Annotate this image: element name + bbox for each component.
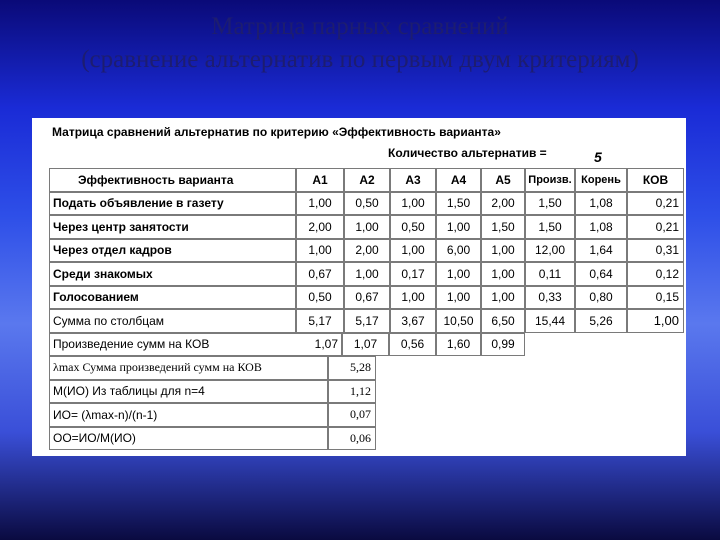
row-label: Среди знакомых — [49, 262, 296, 286]
row-label: Через отдел кадров — [49, 239, 296, 263]
header-col: Корень — [575, 168, 627, 192]
value-cell: 1,50 — [525, 192, 575, 216]
value-cell: 0,33 — [525, 286, 575, 310]
value-cell: 0,17 — [390, 262, 436, 286]
value-cell: 1,00 — [296, 192, 344, 216]
sum-cell: 1,00 — [627, 309, 684, 333]
value-cell: 0,12 — [627, 262, 684, 286]
stat-value: 0,06 — [328, 427, 376, 451]
header-criterion: Эффективность варианта — [49, 168, 296, 192]
value-cell: 1,00 — [481, 262, 525, 286]
value-cell: 1,00 — [436, 286, 481, 310]
value-cell: 2,00 — [481, 192, 525, 216]
header-col: А4 — [436, 168, 481, 192]
sum-cell: 6,50 — [481, 309, 525, 333]
value-cell: 0,80 — [575, 286, 627, 310]
stat-label: λmax Сумма произведений сумм на КОВ — [49, 356, 328, 380]
sheet-heading: Матрица сравнений альтернатив по критерию «Эффективность варианта» — [52, 125, 501, 139]
sum-cell: 15,44 — [525, 309, 575, 333]
header-col: КОВ — [627, 168, 684, 192]
value-cell: 1,00 — [481, 286, 525, 310]
value-cell: 12,00 — [525, 239, 575, 263]
spreadsheet-panel — [32, 118, 686, 456]
value-cell: 0,11 — [525, 262, 575, 286]
alt-count-value: 5 — [594, 149, 602, 165]
value-cell: 1,00 — [390, 239, 436, 263]
value-cell: 0,21 — [627, 192, 684, 216]
header-col: Произв. — [525, 168, 575, 192]
stat-value: 0,07 — [328, 403, 376, 427]
value-cell: 1,00 — [436, 262, 481, 286]
stat-value: 1,12 — [328, 380, 376, 404]
product-row-label: Произведение сумм на КОВ — [49, 333, 342, 357]
row-label: Через центр занятости — [49, 215, 296, 239]
product-cell: 0,99 — [481, 333, 525, 357]
value-cell: 6,00 — [436, 239, 481, 263]
value-cell: 0,15 — [627, 286, 684, 310]
product-cell: 1,60 — [436, 333, 481, 357]
value-cell: 1,00 — [436, 215, 481, 239]
value-cell: 1,50 — [525, 215, 575, 239]
value-cell: 1,00 — [390, 286, 436, 310]
value-cell: 0,50 — [390, 215, 436, 239]
header-col: А2 — [344, 168, 390, 192]
value-cell: 1,00 — [296, 239, 344, 263]
value-cell: 1,50 — [436, 192, 481, 216]
value-cell: 1,00 — [481, 239, 525, 263]
value-cell: 1,64 — [575, 239, 627, 263]
value-cell: 1,00 — [344, 215, 390, 239]
value-cell: 0,50 — [344, 192, 390, 216]
product-cell: 0,56 — [389, 333, 436, 357]
row-label: Подать объявление в газету — [49, 192, 296, 216]
slide-title-line1: Матрица парных сравнений — [211, 13, 509, 40]
sum-cell: 3,67 — [390, 309, 436, 333]
stat-label: ОО=ИО/М(ИО) — [49, 427, 328, 451]
sum-cell: 5,26 — [575, 309, 627, 333]
sum-cell: 10,50 — [436, 309, 481, 333]
value-cell: 1,08 — [575, 215, 627, 239]
value-cell: 0,31 — [627, 239, 684, 263]
stat-value: 5,28 — [328, 356, 376, 380]
stat-label: М(ИО) Из таблицы для n=4 — [49, 380, 328, 404]
value-cell: 1,00 — [390, 192, 436, 216]
product-cell: 1,07 — [342, 333, 389, 357]
header-col: А3 — [390, 168, 436, 192]
alt-count-label: Количество альтернатив = — [388, 146, 547, 160]
sum-cell: 5,17 — [296, 309, 344, 333]
value-cell: 0,67 — [344, 286, 390, 310]
value-cell: 0,21 — [627, 215, 684, 239]
value-cell: 1,50 — [481, 215, 525, 239]
value-cell: 0,64 — [575, 262, 627, 286]
header-col: А5 — [481, 168, 525, 192]
value-cell: 1,08 — [575, 192, 627, 216]
value-cell: 1,00 — [344, 262, 390, 286]
value-cell: 2,00 — [344, 239, 390, 263]
row-label: Голосованием — [49, 286, 296, 310]
value-cell: 2,00 — [296, 215, 344, 239]
sum-cell: 5,17 — [344, 309, 390, 333]
header-col: А1 — [296, 168, 344, 192]
value-cell: 0,67 — [296, 262, 344, 286]
slide-title-line2: (сравнение альтернатив по первым двум критериям) — [81, 46, 639, 73]
value-cell: 0,50 — [296, 286, 344, 310]
product-cell: 1,07 — [314, 337, 338, 352]
sum-row-label: Сумма по столбцам — [49, 309, 296, 333]
stat-label: ИО= (λmax-n)/(n-1) — [49, 403, 328, 427]
